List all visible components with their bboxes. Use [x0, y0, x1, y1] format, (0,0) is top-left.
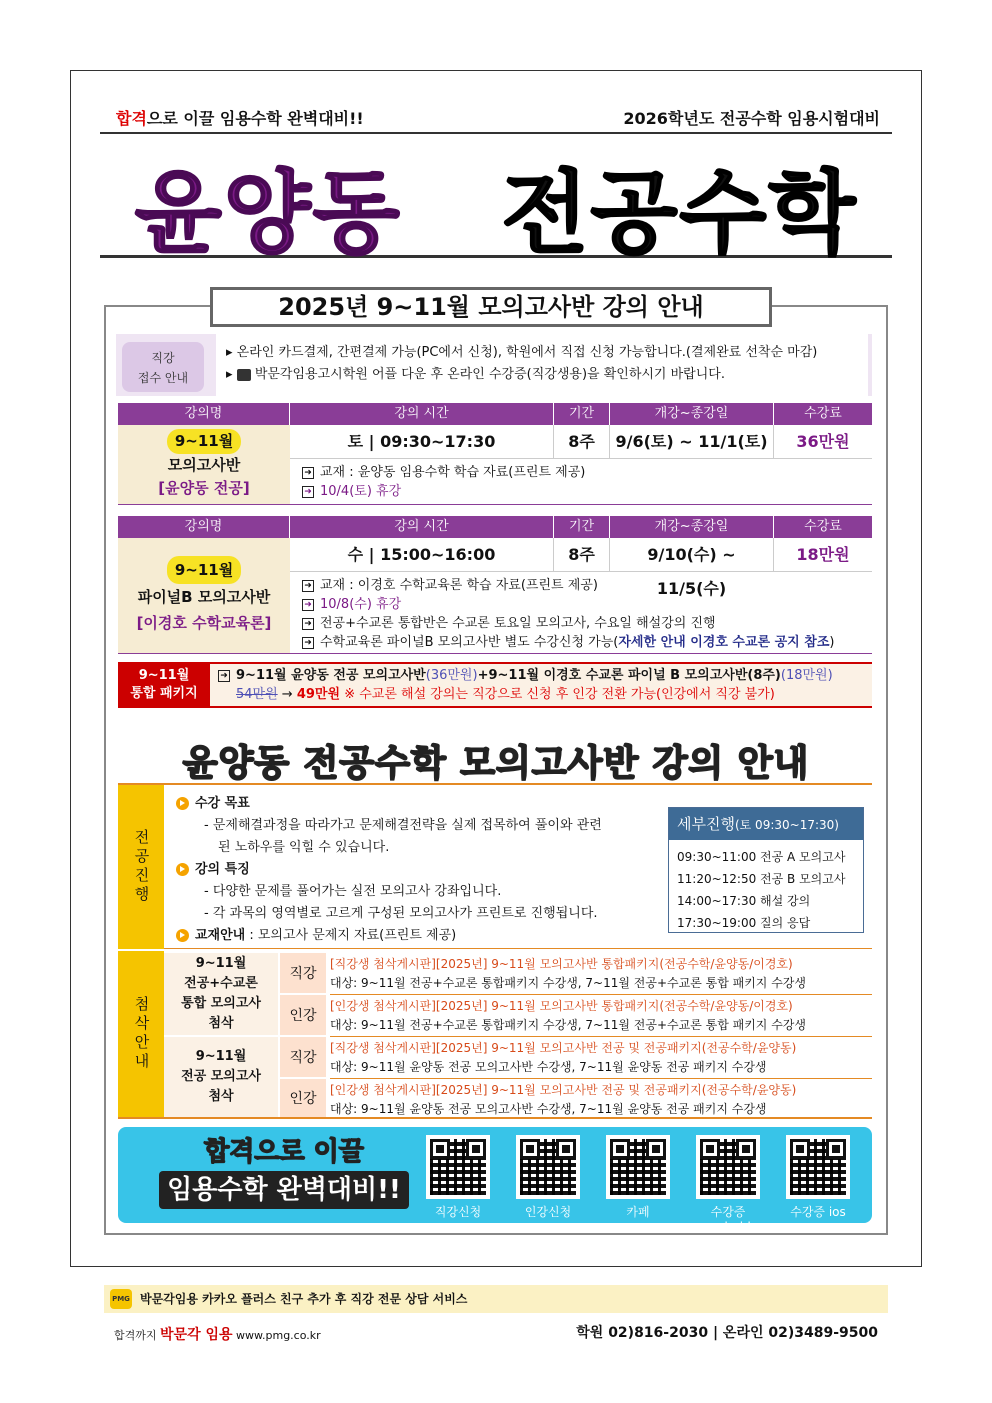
slogan: 합격으로 이끌 임용수학 완벽대비!!	[116, 109, 364, 128]
progress-body: 수강 목표 - 문제해결과정을 따라가고 문제해결전략을 실제 접목하여 풀이와 관련 된 노하우를 익힐 수 있습니다. 강의 특징 - 다양한 문제를 풀어가는 실전 모의고사 강좌입니다. - 각 과목의 영역별로 고르게 구성된 모의고사가 프린트로 진행됩니다. 교재안내 : 모의고사 문제지 자료(프린트 제공)	[176, 793, 656, 947]
bullet: ➜ 수학교육론 파이널B 모의고사반 별도 수강신청 가능(자세한 안내 이경호 수교론 공지 참조)	[302, 633, 872, 652]
schedule-rows: 09:30~11:00 전공 A 모의고사 11:20~12:50 전공 B 모의고사 14:00~17:30 해설 강의 17:30~19:00 질의 응답	[677, 850, 846, 930]
progress-section	[118, 783, 872, 949]
title-subject: 전공수학	[501, 161, 858, 266]
arrow-icon: ➜	[302, 580, 314, 592]
bullet: ➜ 전공+수교론 통합반은 수교론 토요일 모의고사, 수요일 해설강의 진행	[302, 614, 872, 633]
table-header-2: 강의명 강의 시간 기간 개강~종강일 수강료	[118, 516, 872, 538]
course-price-1: 36만원	[774, 425, 872, 459]
course-time-2: 수 | 15:00~16:00	[290, 538, 554, 572]
schedule-head: 세부진행(토 09:30~17:30)	[669, 808, 863, 840]
review-group-1: 9~11월 전공+수교론 통합 모의고사 첨삭	[164, 953, 278, 1035]
course-price-2: 18만원	[774, 538, 872, 572]
course-weeks-2: 8주	[554, 538, 610, 572]
main-title	[100, 140, 892, 266]
course-dates-1: 9/6(토) ~ 11/1(토)	[610, 425, 774, 459]
arrow-icon: ➜	[302, 467, 314, 479]
course-row-2	[118, 538, 872, 654]
review-row: [인강생 첨삭게시판][2025년] 9~11월 모의고사반 전공 및 전공패키지(전공수학/윤양동) 대상: 9~11월 윤양동 전공 모의고사반 수강생, 7~11월 윤양동 전공 패키지 수강생	[330, 1083, 797, 1116]
play-icon	[176, 929, 189, 942]
top-line	[100, 104, 892, 134]
arrow-icon: ➜	[302, 618, 314, 630]
bullet: ➜ 10/4(토) 휴강	[302, 482, 872, 501]
arrow-icon: ➜	[302, 599, 314, 611]
play-icon	[176, 797, 189, 810]
bullet: ➜ 교재 : 윤양동 임용수학 학습 자료(프린트 제공)	[302, 463, 872, 482]
qr-code-ios[interactable]	[786, 1135, 850, 1199]
kakao-icon: PMG	[110, 1289, 132, 1309]
qr-code-offline[interactable]	[426, 1135, 490, 1199]
progress-label: 전공진행	[118, 785, 164, 949]
package-line-1: ➜ 9~11월 윤양동 전공 모의고사반(36만원)+9~11월 이경호 수교론 파이널 B 모의고사반(8주)(18만원)	[218, 666, 833, 685]
footer	[104, 1318, 888, 1346]
course-bullets-2	[302, 576, 872, 652]
review-row: [직강생 첨삭게시판][2025년] 9~11월 모의고사반 전공 및 전공패키지(전공수학/윤양동) 대상: 9~11월 윤양동 전공 모의고사반 수강생, 7~11월 윤양동 전공 패키지 수강생	[330, 1037, 872, 1079]
bullet: ➜ 교재 : 이경호 수학교육론 학습 자료(프린트 제공)	[302, 576, 872, 595]
review-row: [인강생 첨삭게시판][2025년] 9~11월 모의고사반 통합패키지(전공수학/윤양동/이경호) 대상: 9~11월 전공+수교론 통합패키지 수강생, 7~11월 전공+수교론 통합 패키지 수강생	[330, 995, 872, 1037]
year-label: 2026학년도 전공수학 임용시험대비	[623, 109, 880, 128]
schedule-box	[668, 807, 864, 933]
review-section: 첨삭안내 9~11월 전공+수교론 통합 모의고사 첨삭 9~11월 전공 모의고사 첨삭 직강 인강 직강 인강 [직강생 첨삭게시판][2025년] 9~11월 모의고사반 통합패키지(전공수학/윤양동/이경호) 대상: 9~11월 전공+수교론 통합패키지 수강생, 7~11월 전공+수교론 통합 패키지 수강생 [인강생 첨삭게시판][2025년] 9~11월 모의고사반 통합패키지(전공수학/윤양동/이경호) 대상: 9~11월 전공+수교론 통합패키지 수강생, 7~11월 전공+수교론 통합 패키지 수강생 [직강생 첨삭게시판][2025년] 9~11월 모의고사반 전공 및 전공패키지(전공수학/윤양동) 대상: 9~11월 윤양동 전공 모의고사반 수강생, 7~11월 윤양동 전공 패키지 수강생 [인강생 첨삭게시판][2025년] 9~11월 모의고사반 전공 및 전공패키지(전공수학/윤양동) 대상: 9~11월 윤양동 전공 모의고사반 수강생, 7~11월 윤양동 전공 패키지 수강생	[118, 951, 872, 1119]
phone-numbers: 학원 02)816-2030 | 온라인 02)3489-9500	[576, 1325, 878, 1341]
kakao-bar[interactable]: PMG 박문각임용 카카오 플러스 친구 추가 후 직강 전문 상담 서비스	[104, 1285, 888, 1313]
qr-code-android[interactable]	[696, 1135, 760, 1199]
arrow-icon: ➜	[302, 486, 314, 498]
review-label: 첨삭안내	[118, 951, 164, 1117]
banner-text: 합격으로 이끌 임용수학 완벽대비!!	[154, 1133, 414, 1209]
notice	[116, 334, 872, 396]
table-header-1: 강의명 강의 시간 기간 개강~종강일 수강료	[118, 403, 872, 425]
title-name: 윤양동	[134, 161, 402, 266]
course-name-2: 9~11월 파이널B 모의고사반 [이경호 수학교육론]	[118, 538, 290, 653]
notice-line-2: ▸ 박문각임용고시학원 어플 다운 후 온라인 수강증(직강생용)을 확인하시기 바랍니다.	[226, 367, 725, 382]
course-dates-2: 9/10(수) ~ 11/5(수)	[610, 538, 774, 572]
course-time-1: 토 | 09:30~17:30	[290, 425, 554, 459]
qr-banner: 합격으로 이끌 임용수학 완벽대비!! 직강신청 인강신청 카페 수강증 android 수강증 ios	[118, 1127, 872, 1223]
package-line-2: 54만원 → 49만원 ※ 수교론 해설 강의는 직강으로 신청 후 인강 전환 가능(인강에서 직강 불가)	[236, 687, 775, 702]
course-weeks-1: 8주	[554, 425, 610, 459]
pmg-logo: 합격까지 박문각 임용 www.pmg.co.kr	[114, 1327, 321, 1343]
app-icon	[237, 369, 251, 381]
course-row-1	[118, 425, 872, 505]
notice-line-1: ▸ 온라인 카드결제, 간편결제 가능(PC에서 신청), 학원에서 직접 신청 가능합니다.(결제완료 선착순 마감)	[226, 345, 818, 360]
qr-code-cafe[interactable]	[606, 1135, 670, 1199]
course-bullets-1	[302, 463, 872, 501]
arrow-icon: ➜	[302, 637, 314, 649]
package-tag: 9~11월 통합 패키지	[118, 664, 210, 706]
notice-tag: 직강 접수 안내	[122, 342, 204, 392]
review-group-2: 9~11월 전공 모의고사 첨삭	[164, 1037, 278, 1117]
package-row	[118, 662, 872, 708]
notice-lines	[212, 334, 868, 396]
section-title: 2025년 9~11월 모의고사반 강의 안내	[210, 287, 772, 327]
play-icon	[176, 863, 189, 876]
bullet: ➜ 10/8(수) 휴강	[302, 595, 872, 614]
package-body	[218, 666, 833, 704]
qr-code-online[interactable]	[516, 1135, 580, 1199]
arrow-icon: ➜	[218, 670, 230, 682]
sub-title: 윤양동 전공수학 모의고사반 강의 안내	[182, 743, 810, 784]
course-name-1: 9~11월 모의고사반 [윤양동 전공]	[118, 425, 290, 504]
review-row: [직강생 첨삭게시판][2025년] 9~11월 모의고사반 통합패키지(전공수학/윤양동/이경호) 대상: 9~11월 전공+수교론 통합패키지 수강생, 7~11월 전공+수교론 통합 패키지 수강생	[330, 953, 872, 995]
